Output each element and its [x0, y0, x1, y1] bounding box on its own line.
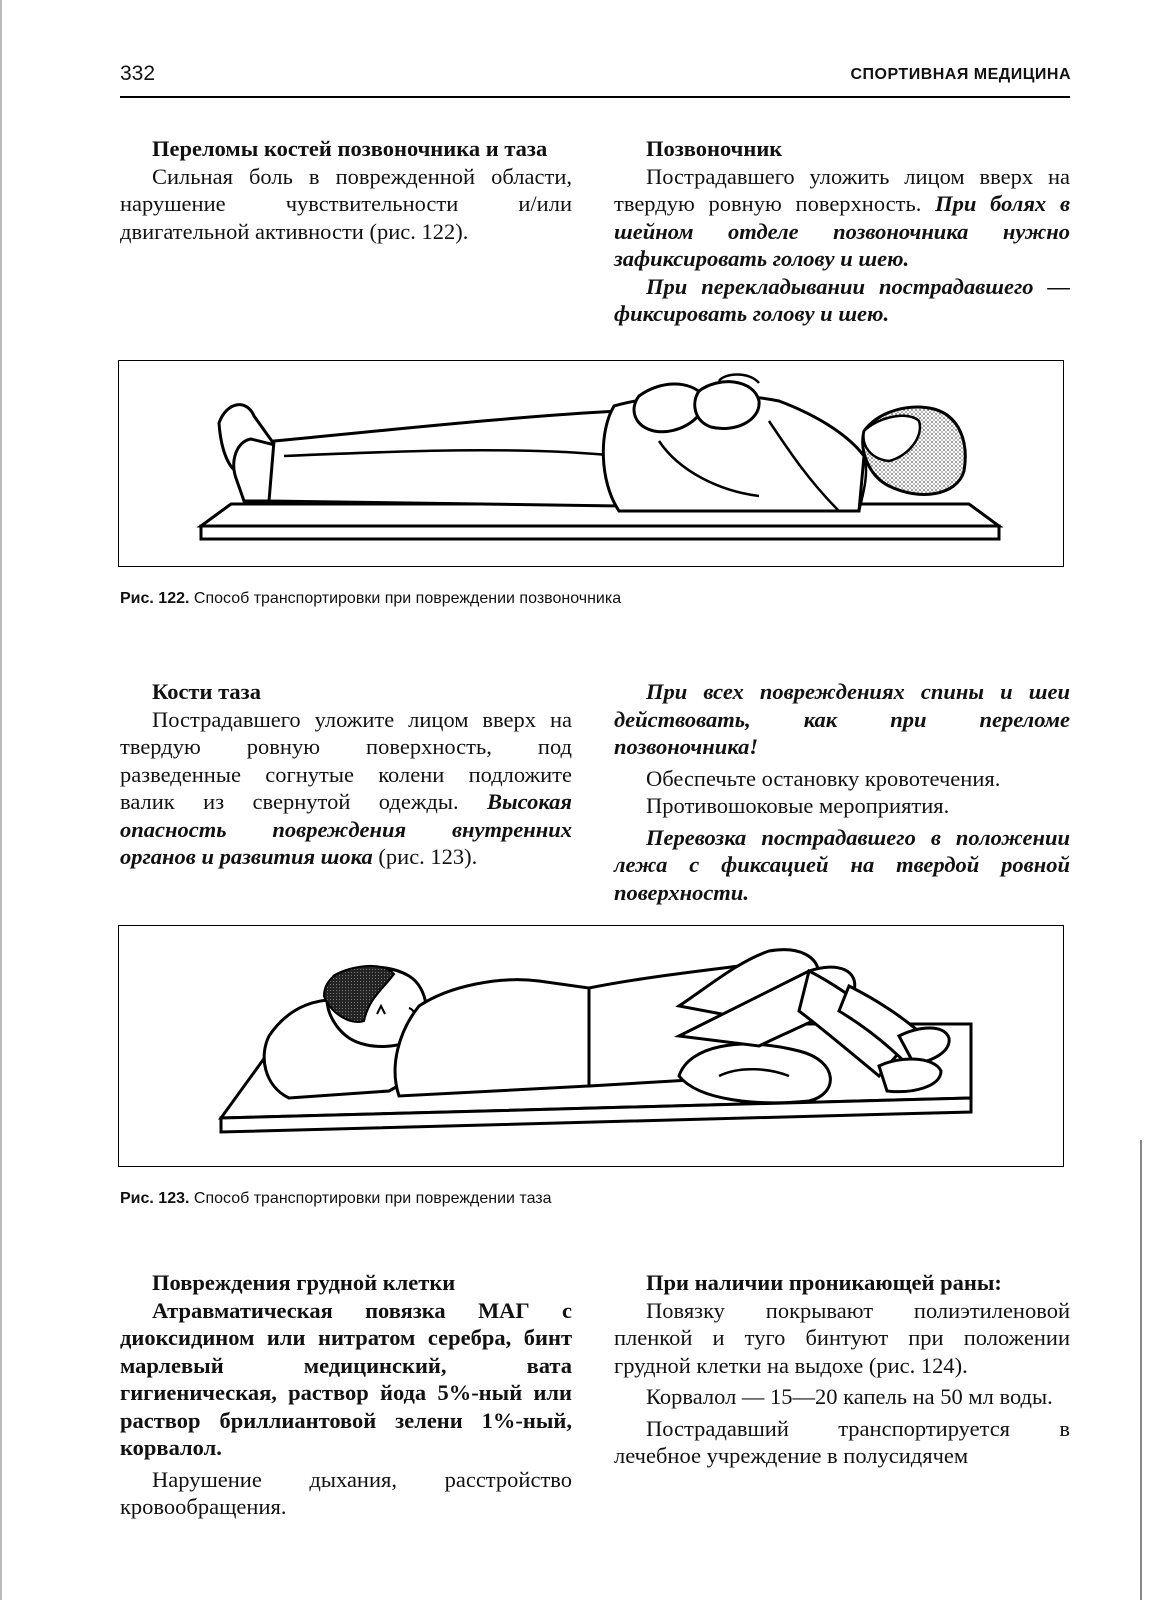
transport-note: Пострадавший транспортируется в лечебное учреждение в полусидячем: [614, 1415, 1070, 1468]
figure-122-illustration: [119, 361, 1063, 566]
running-title: СПОРТИВНАЯ МЕДИЦИНА: [850, 66, 1071, 83]
heading-penetrating-wound: При наличии проникающей раны:: [646, 1270, 1002, 1295]
pelvis-text: Пострадавшего уложите лицом вверх на твердую ровную поверхность, под разведенные согнутые колени подложите валик из свернутой одежды.: [120, 706, 572, 814]
pelvis-figure-ref: (рис. 123).: [378, 844, 478, 869]
figure-122-caption: [120, 590, 621, 608]
paragraph-fractures: Сильная боль в поврежденной области, нарушение чувствительности и/или двигательной активности (рис. 122).: [120, 163, 572, 244]
section-spine: [614, 135, 1070, 328]
heading-pelvis: Кости таза: [152, 679, 261, 704]
spine-warning-neck: При болях в шейном отделе позвоночника нужно зафиксировать голову и шею.: [614, 191, 1071, 271]
header-rule: [120, 96, 1070, 98]
figure-122-frame: [118, 360, 1064, 567]
figure-123-caption-text: Способ транспортировки при повреждении таза: [193, 1190, 552, 1207]
figure-123-frame: [118, 925, 1064, 1167]
chest-symptoms: Нарушение дыхания, расстройство кровообращения.: [120, 1466, 572, 1519]
figure-123-illustration: [119, 926, 1063, 1166]
back-injuries-warning: При всех повреждениях спины и шеи действовать, как при переломе позвоночника!: [614, 679, 1070, 759]
figure-123-number: Рис. 123.: [120, 1190, 190, 1207]
paragraph-pelvis: [120, 706, 572, 871]
anti-shock: Противошоковые мероприятия.: [646, 793, 950, 818]
heading-fractures: Переломы костей позвоночника и таза: [152, 136, 548, 161]
figure-122-caption-text: Способ транспортировки при повреждении позвоночника: [193, 590, 622, 607]
section-back-injuries: [614, 678, 1070, 906]
corvalol-dose: Корвалол — 15—20 капель на 50 мл воды.: [646, 1384, 1053, 1409]
heading-chest: Повреждения грудной клетки: [152, 1270, 456, 1295]
section-pelvis: [120, 678, 572, 871]
transport-instruction: Перевозка пострадавшего в положении лежа с фиксацией на твердой ровной поверхности.: [614, 824, 1070, 905]
spine-text: Пострадавшего уложить лицом вверх на твердую ровную поверхность.: [614, 163, 1070, 216]
heading-spine: Позвоночник: [646, 136, 783, 161]
section-chest-injuries: [120, 1269, 572, 1521]
chest-supplies: Атравматическая повязка МАГ с диоксидином или нитратом серебра, бинт марлевый медицинский, вата гигиеническая, раствор йода 5%-ный или раствор бриллиантовой зелени 1%-ный, корвалол.: [120, 1297, 572, 1460]
scan-edge-left: [0, 0, 2, 1600]
bleeding-stop: Обеспечьте остановку кровотечения.: [646, 765, 1001, 791]
scan-edge-right: [1140, 1140, 1142, 1600]
spine-warning-transfer: При перекладывании пострадавшего — фиксировать голову и шею.: [614, 273, 1070, 326]
section-spine-pelvis-fractures: [120, 135, 572, 245]
wound-dressing: Повязку покрывают полиэтиленовой пленкой и туго бинтуют при положении грудной клетки на выдохе (рис. 124).: [614, 1297, 1070, 1378]
figure-122-number: Рис. 122.: [120, 590, 190, 607]
section-penetrating-wound: [614, 1269, 1070, 1470]
figure-123-caption: [120, 1190, 552, 1208]
paragraph-spine: [614, 163, 1070, 273]
page-number: 332: [120, 62, 156, 85]
pelvis-warning: Высокая опасность повреждения внутренних органов и развития шока: [120, 789, 573, 869]
